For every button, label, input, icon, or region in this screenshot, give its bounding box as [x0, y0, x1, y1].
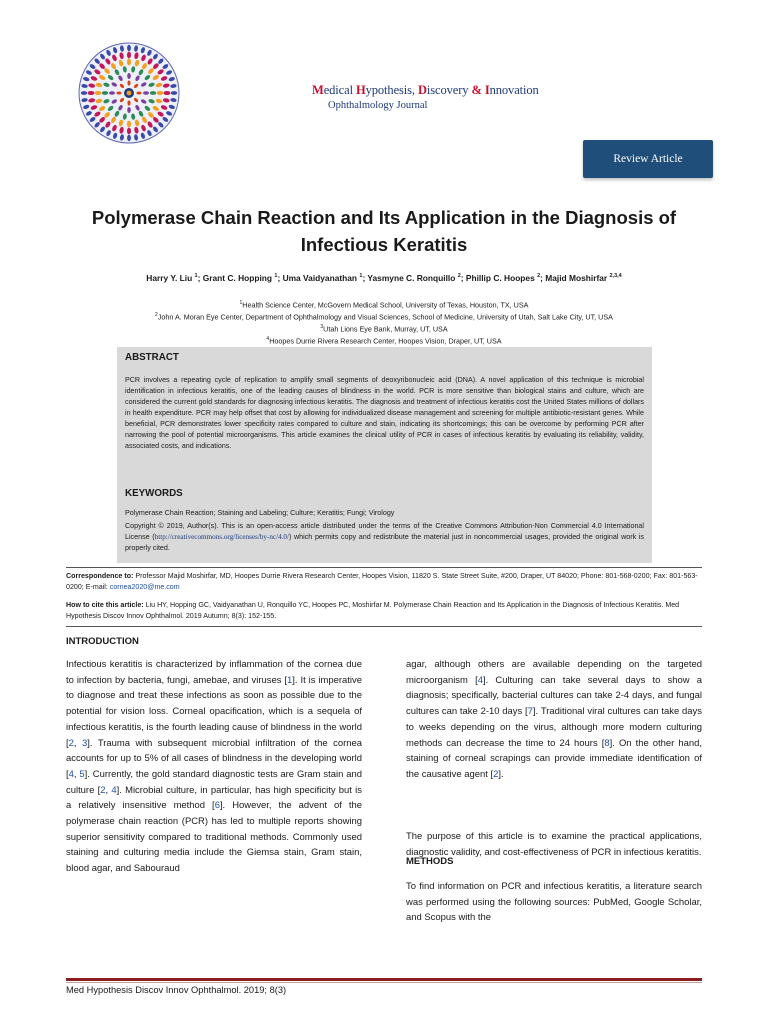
reference-link[interactable]: 2: [493, 768, 499, 780]
reference-link[interactable]: 2: [68, 737, 74, 749]
reference-link[interactable]: 5: [79, 768, 85, 780]
article-type-badge: Review Article: [583, 140, 713, 178]
journal-title-initial: H: [355, 83, 366, 97]
journal-subtitle: Ophthalmology Journal: [328, 100, 428, 111]
journal-title-initial: &: [471, 83, 482, 97]
journal-title-initial: I: [484, 83, 490, 97]
author-affiliation-marker: 2: [537, 273, 541, 280]
author-name: Grant C. Hopping: [202, 273, 275, 283]
journal-title-word: nnovation: [489, 83, 539, 97]
abstract-text: PCR involves a repeating cycle of replication to amplify small segments of deoxyribonucleic acid (DNA). A novel application of this technique is microbial identification in infectious keratitis, one of the leading causes of blindness in the world. PCR is more sensitive than biological stains and culture, which are considered the current gold standards for diagnosing infectious keratitis. The diagnosis and treatment of infectious keratitis cost the United States millions of dollars in health expenditure. PCR may help offset that cost by allowing for individualized disease management and screening for multiple antibiotic-resistant genes. While beneficial, PCR demonstrates lower specificity rates compared to culture and stain, indicating its shortcomings; this can be overcome by performing PCR after narrowing the pool of potential microorganisms. This article examines the clinical utility of PCR in cases of infectious keratitis by evaluating its reliability, validity, associated costs, and indications.: [125, 376, 644, 450]
divider: [66, 626, 702, 627]
author-affiliation-marker: 2,3,4: [609, 273, 622, 280]
journal-title-word: iscovery: [426, 83, 472, 97]
methods-text: To find information on PCR and infectious keratitis, a literature search was performed using the following sources: PubMed, Google Scholar, and Scopus with the: [406, 881, 702, 924]
purpose-paragraph: The purpose of this article is to examine the practical applications, diagnostic validity, and cost-effectiveness of PCR in infectious keratitis.: [406, 831, 702, 858]
author-name: Harry Y. Liu: [146, 273, 195, 283]
abstract-heading: ABSTRACT: [125, 352, 179, 363]
author-affiliation-marker: 1: [194, 273, 198, 280]
author-name: Yasmyne C. Ronquillo: [367, 273, 458, 283]
email-link[interactable]: cornea2020@me.com: [109, 583, 180, 591]
reference-link[interactable]: 4: [477, 674, 483, 686]
author-name: Phillip C. Hoopes: [465, 273, 538, 283]
journal-title-initial: M: [312, 83, 324, 97]
divider: [66, 567, 702, 568]
license-link[interactable]: http://creativecommons.org/licenses/by-nc/4.0/: [154, 533, 289, 541]
author-list: Harry Y. Liu $^1$; Grant C. Hopping $^1$; Uma Vaidyanathan $^1$; Yasmyne C. Ronquillo $^2$; Phillip C. Hoopes $^2$; Majid Moshirfar $^{2,3,4}$: [146, 273, 622, 283]
keywords-heading: KEYWORDS: [125, 488, 183, 499]
introduction-heading: INTRODUCTION: [66, 636, 139, 647]
citation: How to cite this article: Liu HY, Hopping GC, Vaidyanathan U, Ronquillo YC, Hoopes PC, Moshirfar M. Polymerase Chain Reaction and Its Application in the Diagnosis of Infectious Keratitis. Med Hypothesis Discov Innov Ophthalmol. 2019 Autumn; 8(3): 152-155.: [66, 601, 680, 620]
introduction-text-left: Infectious keratitis is characterized by inflammation of the cornea due to infection by bacteria, fungi, amebae, and viruses [1]. It is imperative to diagnose and treat these infections as soon as possible due to the potential for vision loss. Corneal opacification, which is a sequela of infectious keratitis, is the fourth leading cause of blindness in the world [2, 3]. Trauma with subsequent microbial infiltration of the cornea accounts for up to 5% of all cases of blindness in the developing world [4, 5]. Currently, the gold standard diagnostic tests are Gram stain and culture [2, 4]. Microbial culture, in particular, has high specificity but is a relatively insensitive method [6]. However, the advent of the polymerase chain reaction (PCR) has led to multiple reports showing superior sensitivity compared to traditional methods. Commonly used staining and culturing media include the Giemsa stain, Gram stain, blood agar, and Sabouraud: [66, 659, 363, 875]
keywords-text: Polymerase Chain Reaction; Staining and Labeling; Culture; Keratitis; Fungi; Virology: [125, 509, 395, 517]
journal-title: [312, 83, 539, 98]
reference-link[interactable]: 2: [100, 784, 106, 796]
introduction-text-right: agar, although others are available depending on the targeted microorganism [4]. Culturing can take several days to show a diagnosis; specifically, bacterial cultures can take 2-4 days, and fungal cultures can take 2-10 days [7]. Traditional viral cultures can take days to weeks depending on the virus, although more modern culturing methods can decrease the time to 24 hours [8]. On the other hand, staining of corneal scrapings can provide immediate identification of the causative agent [2].: [406, 659, 702, 780]
affiliation-2: $^2$John A. Moran Eye Center, Department of Ophthalmology and Visual Sciences, School of Medicine, University of Utah, Salt Lake City, UT, USA: [155, 312, 613, 322]
reference-link[interactable]: 3: [82, 737, 88, 749]
reference-link[interactable]: 4: [68, 768, 74, 780]
article-title-line-2: Infectious Keratitis: [300, 234, 468, 255]
footer-rule: [66, 978, 702, 981]
footer-citation: Med Hypothesis Discov Innov Ophthalmol. 2019; 8(3): [66, 985, 287, 995]
journal-title-word: ypothesis,: [365, 83, 418, 97]
article-title: [40, 204, 728, 258]
journal-title-word: edical: [323, 83, 356, 97]
author-name: Uma Vaidyanathan: [282, 273, 360, 283]
author-affiliation-marker: 1: [359, 273, 363, 280]
affiliation-3: $^3$Utah Lions Eye Bank, Murray, UT, USA: [320, 324, 448, 334]
reference-link[interactable]: 6: [214, 800, 220, 812]
journal-title-initial: D: [417, 83, 427, 97]
author-affiliation-marker: 2: [457, 273, 461, 280]
reference-link[interactable]: 4: [111, 784, 117, 796]
copyright-notice: Copyright © 2019, Author(s). This is an open-access article distributed under the terms of the Creative Commons Attribution-Non Commercial 4.0 International License (http://creativecommons.org/licenses/by-nc/4.0/) which permits copy and redistribute the material just in noncommercial usages, provided the original work is properly cited.: [125, 522, 644, 552]
reference-link[interactable]: 7: [527, 706, 533, 718]
article-title-line-1: Polymerase Chain Reaction and Its Application in the Diagnosis of: [91, 207, 677, 228]
footer-rule-thin: [66, 982, 702, 983]
reference-link[interactable]: 8: [604, 737, 610, 749]
mandala-logo-icon: [76, 40, 182, 146]
author-name: Majid Moshirfar: [545, 273, 610, 283]
author-affiliation-marker: 1: [274, 273, 278, 280]
reference-link[interactable]: 1: [287, 674, 293, 686]
correspondence: Correspondence to: Professor Majid Moshirfar, MD, Hoopes Durrie Rivera Research Center, Hoopes Vision, 11820 S. State Street Suite, #200, Draper, UT 84020; Phone: 801-568-0200; Fax: 801-563-0200; E-mail: cornea2020@me.com: [66, 572, 698, 591]
affiliation-4: $^4$Hoopes Durrie Rivera Research Center, Hoopes Vision, Draper, UT, USA: [266, 336, 502, 346]
affiliation-1: $^1$Health Science Center, McGovern Medical School, University of Texas, Houston, TX, USA: [239, 300, 529, 310]
methods-heading: METHODS: [406, 856, 454, 867]
